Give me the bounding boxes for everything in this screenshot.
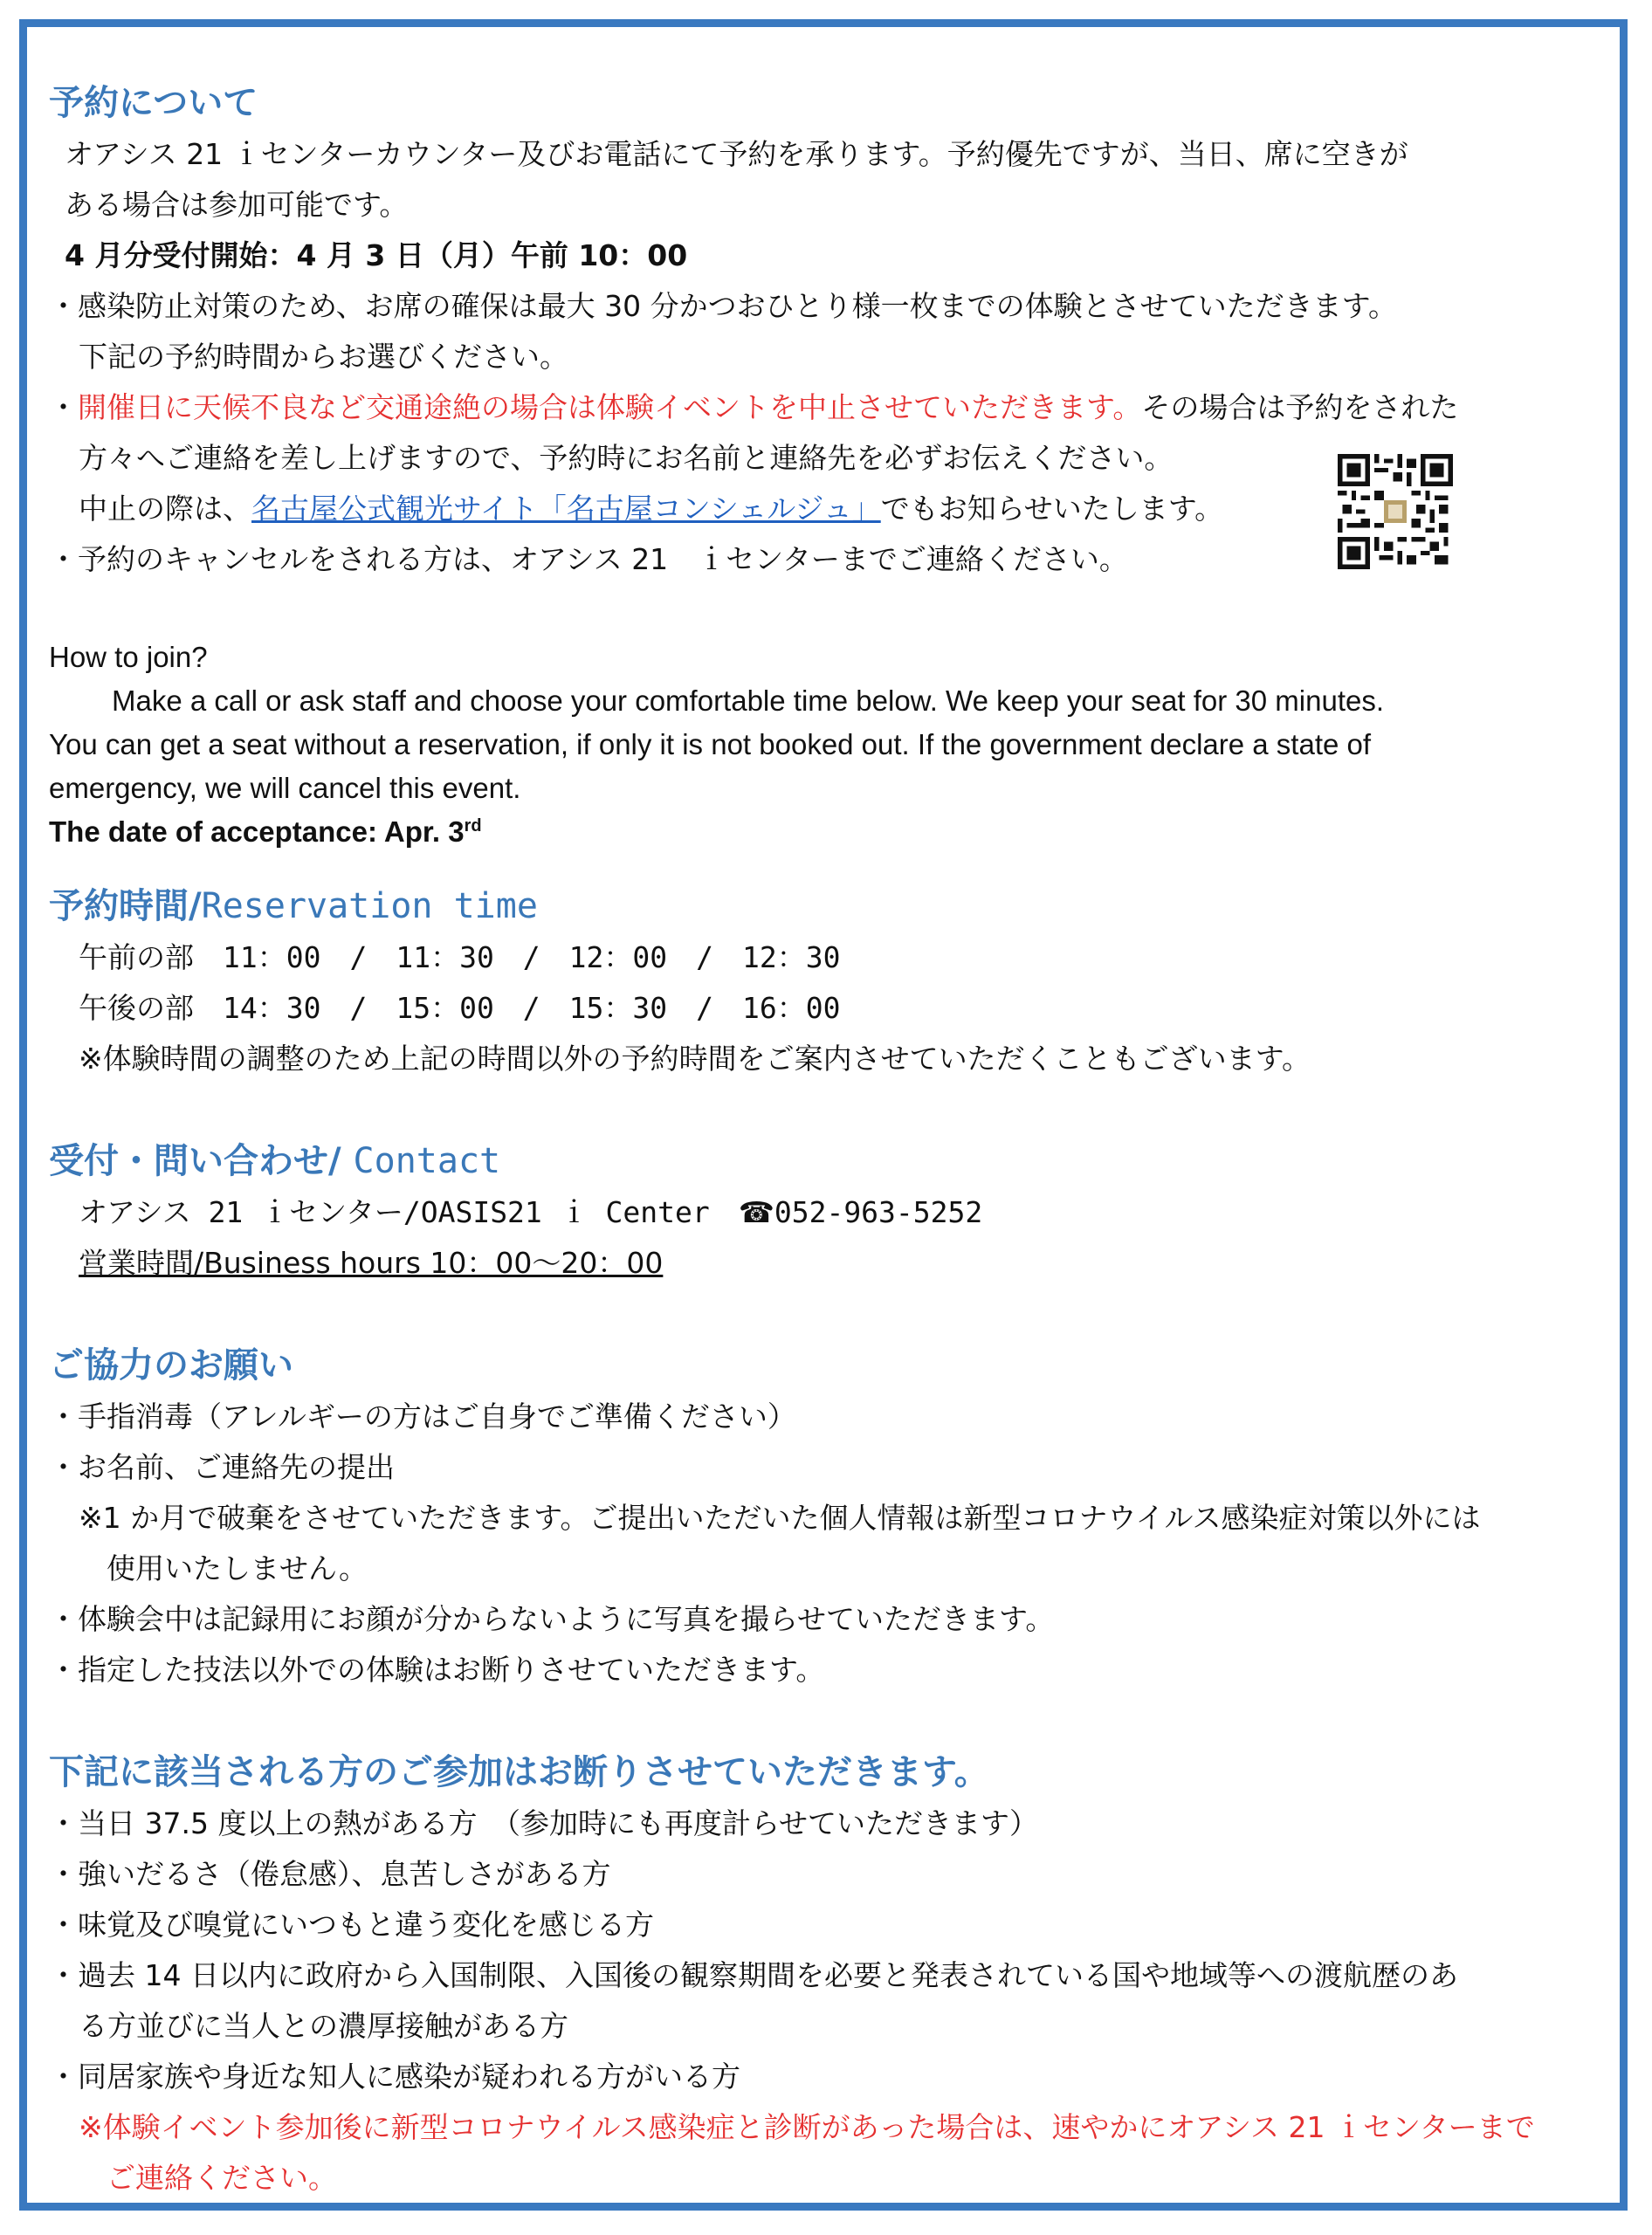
reservation-bullet-1a: ・感染防止対策のため、お席の確保は最大 30 分かつおひとり様一枚までの体験とさせていただきます。 [49,289,1398,323]
nagoya-concierge-link[interactable]: 名古屋公式観光サイト「名古屋コンシェルジュ」 [251,492,881,526]
decline-item: ・当日 37.5 度以上の熱がある方 （参加時にも再度計らせていただきます） [49,1806,1038,1840]
english-p2: You can get a seat without a reservation, if only it is not booked out. If the government declare a state of [49,728,1372,760]
business-hours: 営業時間/Business hours 10：00～20：00 [79,1246,664,1280]
cancel-prefix: 中止の際は、 [79,492,251,526]
bullet-mark: ・ [49,390,78,424]
cooperation-item: ・手指消毒（アレルギーの方はご自身でご準備ください） [49,1399,796,1434]
morning-slots: 午前の部 11：00 / 11：30 / 12：00 / 12：30 [79,940,841,974]
spacer [49,1084,1586,1135]
reservation-bullet-3: ・予約のキャンセルをされる方は、オアシス 21 ｉセンターまでご連絡ください。 [49,542,1128,576]
reservation-bullet-1b: 下記の予約時間からお選びください。 [79,340,568,374]
cooperation-note-2: 使用いたしません。 [107,1551,368,1585]
qr-code-icon[interactable] [1338,454,1453,569]
contact-heading [49,1135,1586,1187]
reservation-start: 4 月分受付開始：4 月 3 日（月）午前 10：00 [65,238,688,272]
cancel-suffix: でもお知らせいたします。 [880,492,1224,526]
spacer [49,854,1586,880]
decline-item-4a: ・過去 14 日以内に政府から入国制限、入国後の観察期間を必要と発表されている国や地域等への渡航歴のあ [49,1958,1458,1992]
spacer [49,1695,1586,1746]
phone-number[interactable]: 052-963-5252 [774,1195,983,1229]
english-p1: Make a call or ask staff and choose your comfortable time below. We keep your seat for 30 minutes. [112,684,1385,717]
spacer [49,1289,1586,1339]
cooperation-note-1: ※1 か月で破棄をさせていただきます。ご提出いただいた個人情報は新型コロナウイルス感染症対策以外には [79,1501,1481,1535]
contact-heading-en: Contact [353,1141,501,1181]
decline-heading: 下記に該当される方のご参加はお断りさせていただきます。 [49,1752,989,1792]
contact-center [49,1187,1586,1238]
cooperation-item: ・お名前、ご連絡先の提出 [49,1450,395,1484]
notice-content [49,77,1586,2204]
covid-report-note-2: ご連絡ください。 [107,2161,337,2195]
phone-icon: ☎ [738,1195,774,1229]
covid-report-note-1: ※体験イベント参加後に新型コロナウイルス感染症と診断があった場合は、速やかにオアシス 21 ｉセンターまで [79,2110,1535,2144]
acceptance-date [49,810,1586,854]
reservation-intro-2: ある場合は参加可能です。 [65,188,409,222]
time-heading-en: Reservation time [201,886,538,926]
time-heading-jp: 予約時間/ [49,886,202,926]
spacer [49,585,1586,636]
reservation-heading: 予約について [49,83,258,123]
bullet-2-rest: その場合は予約をされた [1141,390,1459,424]
english-title: How to join? [49,641,208,673]
contact-heading-jp: 受付・問い合わせ/ [49,1141,354,1181]
reservation-bullet-2b: 方々へご連絡を差し上げますので、予約時にお名前と連絡先を必ずお伝えください。 [79,441,1174,475]
time-note: ※体験時間の調整のため上記の時間以外の予約時間をご案内させていただくこともございます。 [79,1042,1311,1076]
acceptance-label: The date of acceptance: Apr. 3 [49,815,465,848]
english-p3: emergency, we will cancel this event. [49,772,521,804]
reservation-time-heading [49,880,1586,932]
decline-item-4b: る方並びに当人との濃厚接触がある方 [79,2009,568,2043]
reservation-bullet-2a [49,382,1586,433]
decline-item: ・味覚及び嗅覚にいつもと違う変化を感じる方 [49,1908,654,1942]
decline-item: ・強いだるさ（倦怠感）、息苦しさがある方 [49,1857,611,1891]
afternoon-slots: 午後の部 14：30 / 15：00 / 15：30 / 16：00 [79,991,841,1025]
business-hours-row [49,1238,1586,1289]
acceptance-suffix: rd [464,816,482,836]
cooperation-item: ・指定した技法以外での体験はお断りさせていただきます。 [49,1653,825,1687]
center-name: オアシス 21 ｉセンター/OASIS21 ｉ Center [79,1195,739,1229]
cooperation-heading: ご協力のお願い [49,1345,293,1386]
cooperation-item: ・体験会中は記録用にお顔が分からないように写真を撮らせていただきます。 [49,1602,1055,1636]
decline-item-5: ・同居家族や身近な知人に感染が疑われる方がいる方 [49,2060,740,2094]
reservation-intro-1: オアシス 21 ｉセンターカウンター及びお電話にて予約を承ります。予約優先ですが、当日、席に空きが [65,137,1408,171]
weather-cancel-warning: 開催日に天候不良など交通途絶の場合は体験イベントを中止させていただきます。 [78,390,1142,424]
